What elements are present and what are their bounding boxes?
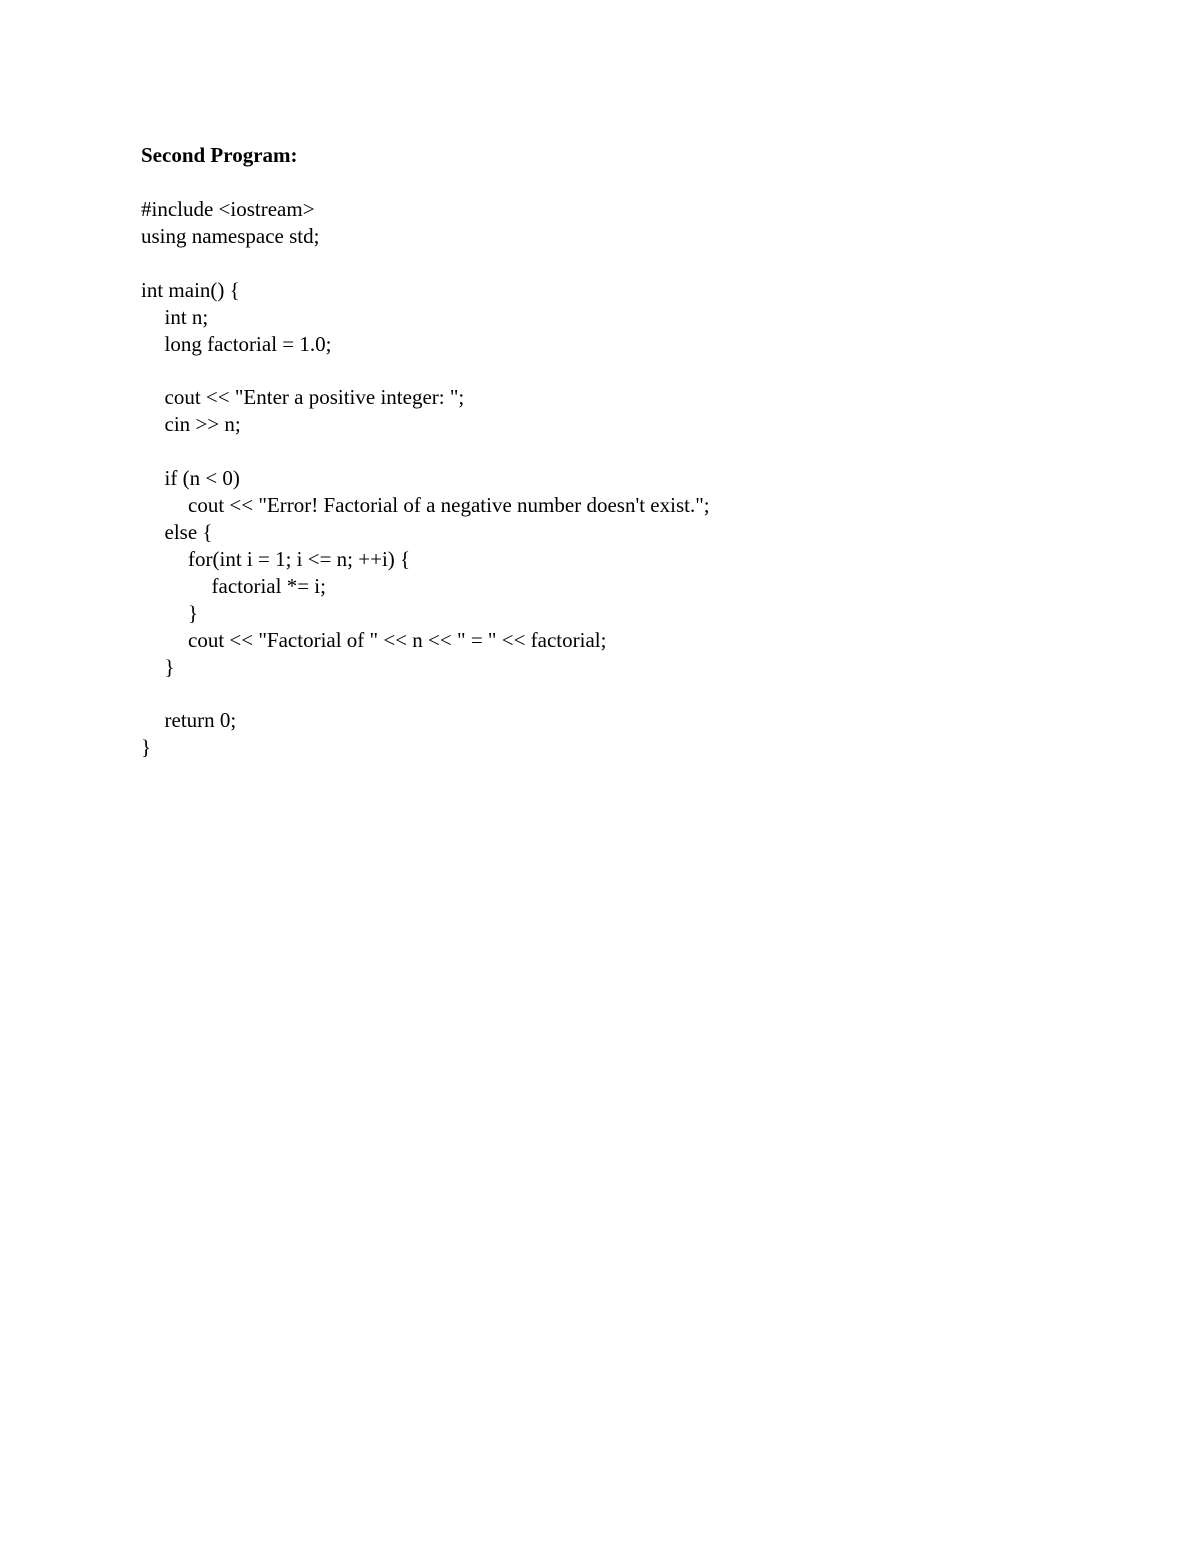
code-line: cout << "Error! Factorial of a negative number doesn't exist."; [188, 492, 710, 517]
code-line: if (n < 0) [164, 465, 240, 490]
code-line: } [141, 735, 152, 760]
blank-line [141, 681, 710, 708]
code-line: cout << "Factorial of " << n << " = " << factorial; [188, 627, 607, 652]
blank-line [141, 250, 710, 277]
code-line: } [164, 654, 175, 679]
code-line: cin >> n; [164, 412, 241, 437]
code-line: return 0; [164, 708, 237, 733]
blank-line [141, 358, 710, 385]
code-line: cout << "Enter a positive integer: "; [164, 385, 465, 410]
code-line: using namespace std; [141, 224, 320, 248]
code-line: for(int i = 1; i <= n; ++i) { [188, 546, 411, 571]
code-line: #include <iostream> [141, 197, 315, 221]
blank-line [141, 438, 710, 465]
code-line: else { [164, 519, 213, 544]
section-heading: Second Program: [141, 143, 298, 167]
code-line: factorial *= i; [211, 573, 326, 598]
code-line: int main() { [141, 277, 240, 302]
code-line: long factorial = 1.0; [164, 331, 332, 356]
code-listing [141, 196, 710, 761]
code-line: } [188, 600, 199, 625]
code-line: int n; [164, 304, 209, 329]
